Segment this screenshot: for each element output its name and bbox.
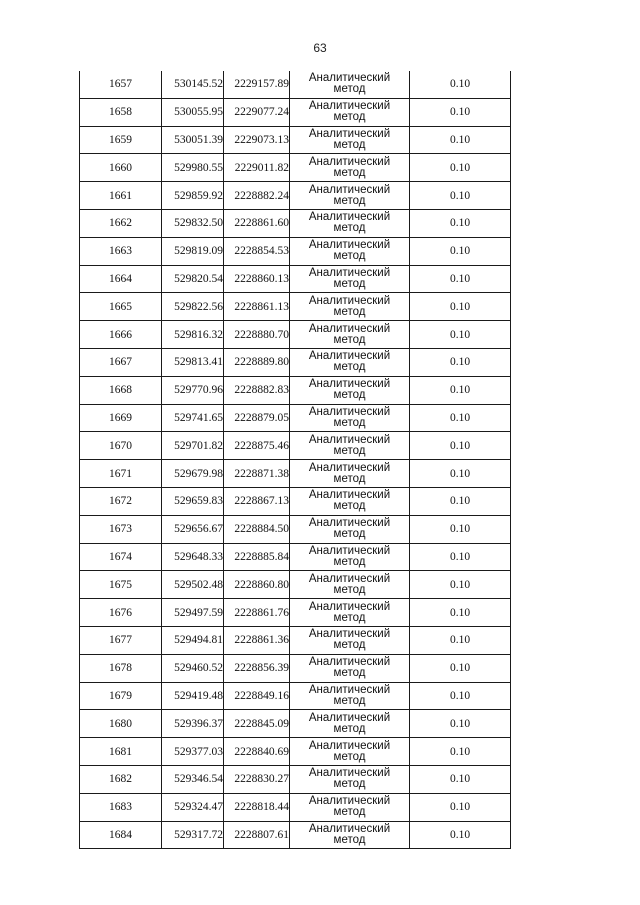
method-cell	[290, 404, 410, 432]
method-label-line1: Аналитический	[308, 572, 391, 585]
x-coordinate-cell: 529701.82	[162, 432, 224, 460]
accuracy-cell: 0.10	[410, 710, 511, 738]
x-coordinate-cell: 529832.50	[162, 209, 224, 237]
x-coordinate-cell: 529656.67	[162, 515, 224, 543]
y-coordinate-cell: 2228889.80	[224, 348, 290, 376]
y-coordinate-cell: 2228867.13	[224, 487, 290, 515]
method-label-line1: Аналитический	[308, 489, 391, 502]
method-label-line2: метод	[333, 333, 366, 346]
method-cell	[290, 321, 410, 349]
table-row	[80, 432, 511, 460]
method-cell	[290, 293, 410, 321]
method-label-line1: Аналитический	[308, 350, 391, 363]
method-label-line2: метод	[333, 111, 366, 124]
method-label-line1: Аналитический	[308, 600, 391, 613]
method-cell	[290, 460, 410, 488]
point-number-cell: 1669	[80, 404, 162, 432]
point-number-cell: 1666	[80, 321, 162, 349]
method-label-line1: Аналитический	[308, 461, 391, 474]
table-row	[80, 154, 511, 182]
method-label-line2: метод	[333, 361, 366, 374]
method-label-line2: метод	[333, 83, 366, 96]
method-cell	[290, 821, 410, 849]
y-coordinate-cell: 2228860.80	[224, 571, 290, 599]
method-label-line2: метод	[333, 667, 366, 680]
point-number-cell: 1683	[80, 793, 162, 821]
point-number-cell: 1661	[80, 182, 162, 210]
accuracy-cell: 0.10	[410, 98, 511, 126]
y-coordinate-cell: 2228861.60	[224, 209, 290, 237]
table-row	[80, 71, 511, 98]
table-row	[80, 321, 511, 349]
point-number-cell: 1678	[80, 654, 162, 682]
point-number-cell: 1676	[80, 599, 162, 627]
x-coordinate-cell: 529346.54	[162, 765, 224, 793]
table-row	[80, 654, 511, 682]
method-label-line2: метод	[333, 639, 366, 652]
accuracy-cell: 0.10	[410, 793, 511, 821]
x-coordinate-cell: 529813.41	[162, 348, 224, 376]
method-label-line2: метод	[333, 611, 366, 624]
method-label-line1: Аналитический	[308, 517, 391, 530]
method-cell	[290, 738, 410, 766]
accuracy-cell: 0.10	[410, 293, 511, 321]
method-cell	[290, 571, 410, 599]
point-number-cell: 1671	[80, 460, 162, 488]
table-row	[80, 599, 511, 627]
method-label-line2: метод	[333, 472, 366, 485]
method-cell	[290, 710, 410, 738]
method-cell	[290, 182, 410, 210]
x-coordinate-cell: 529820.54	[162, 265, 224, 293]
point-number-cell: 1675	[80, 571, 162, 599]
method-label-line2: метод	[333, 722, 366, 735]
x-coordinate-cell: 529816.32	[162, 321, 224, 349]
x-coordinate-cell: 529980.55	[162, 154, 224, 182]
method-label-line1: Аналитический	[308, 739, 391, 752]
method-label-line2: метод	[333, 833, 366, 846]
y-coordinate-cell: 2228818.44	[224, 793, 290, 821]
y-coordinate-cell: 2228884.50	[224, 515, 290, 543]
x-coordinate-cell: 529317.72	[162, 821, 224, 849]
accuracy-cell: 0.10	[410, 599, 511, 627]
method-cell	[290, 71, 410, 98]
method-cell	[290, 265, 410, 293]
point-number-cell: 1677	[80, 626, 162, 654]
method-label-line1: Аналитический	[308, 656, 391, 669]
table-row	[80, 821, 511, 849]
x-coordinate-cell: 529377.03	[162, 738, 224, 766]
point-number-cell: 1673	[80, 515, 162, 543]
method-label-line2: метод	[333, 500, 366, 513]
y-coordinate-cell: 2228830.27	[224, 765, 290, 793]
y-coordinate-cell: 2228880.70	[224, 321, 290, 349]
method-label-line1: Аналитический	[308, 239, 391, 252]
accuracy-cell: 0.10	[410, 543, 511, 571]
method-cell	[290, 765, 410, 793]
point-number-cell: 1680	[80, 710, 162, 738]
point-number-cell: 1657	[80, 71, 162, 98]
accuracy-cell: 0.10	[410, 738, 511, 766]
method-cell	[290, 682, 410, 710]
accuracy-cell: 0.10	[410, 515, 511, 543]
accuracy-cell: 0.10	[410, 265, 511, 293]
point-number-cell: 1667	[80, 348, 162, 376]
y-coordinate-cell: 2228845.09	[224, 710, 290, 738]
table-row	[80, 182, 511, 210]
method-label-line2: метод	[333, 555, 366, 568]
point-number-cell: 1663	[80, 237, 162, 265]
accuracy-cell: 0.10	[410, 765, 511, 793]
method-cell	[290, 793, 410, 821]
method-label-line1: Аналитический	[308, 822, 391, 835]
method-cell	[290, 487, 410, 515]
table-row	[80, 293, 511, 321]
accuracy-cell: 0.10	[410, 126, 511, 154]
y-coordinate-cell: 2228875.46	[224, 432, 290, 460]
point-number-cell: 1679	[80, 682, 162, 710]
y-coordinate-cell: 2228885.84	[224, 543, 290, 571]
x-coordinate-cell: 529460.52	[162, 654, 224, 682]
x-coordinate-cell: 529819.09	[162, 237, 224, 265]
x-coordinate-cell: 529679.98	[162, 460, 224, 488]
table-row	[80, 348, 511, 376]
method-label-line2: метод	[333, 806, 366, 819]
table-row	[80, 793, 511, 821]
method-label-line1: Аналитический	[308, 405, 391, 418]
y-coordinate-cell: 2228879.05	[224, 404, 290, 432]
method-label-line1: Аналитический	[308, 544, 391, 557]
method-label-line2: метод	[333, 583, 366, 596]
point-number-cell: 1660	[80, 154, 162, 182]
y-coordinate-cell: 2229077.24	[224, 98, 290, 126]
x-coordinate-cell: 529497.59	[162, 599, 224, 627]
point-number-cell: 1670	[80, 432, 162, 460]
accuracy-cell: 0.10	[410, 404, 511, 432]
y-coordinate-cell: 2229157.89	[224, 71, 290, 98]
x-coordinate-cell: 529822.56	[162, 293, 224, 321]
method-label-line2: метод	[333, 416, 366, 429]
method-label-line2: метод	[333, 778, 366, 791]
accuracy-cell: 0.10	[410, 321, 511, 349]
point-number-cell: 1664	[80, 265, 162, 293]
x-coordinate-cell: 529494.81	[162, 626, 224, 654]
method-label-line2: метод	[333, 138, 366, 151]
method-label-line1: Аналитический	[308, 628, 391, 641]
point-number-cell: 1658	[80, 98, 162, 126]
accuracy-cell: 0.10	[410, 71, 511, 98]
method-label-line1: Аналитический	[308, 127, 391, 140]
method-label-line1: Аналитический	[308, 767, 391, 780]
page-number: 63	[313, 41, 327, 55]
accuracy-cell: 0.10	[410, 237, 511, 265]
accuracy-cell: 0.10	[410, 348, 511, 376]
accuracy-cell: 0.10	[410, 376, 511, 404]
accuracy-cell: 0.10	[410, 821, 511, 849]
y-coordinate-cell: 2229073.13	[224, 126, 290, 154]
x-coordinate-cell: 529324.47	[162, 793, 224, 821]
table-row	[80, 710, 511, 738]
x-coordinate-cell: 529770.96	[162, 376, 224, 404]
y-coordinate-cell: 2228861.36	[224, 626, 290, 654]
method-label-line1: Аналитический	[308, 266, 391, 279]
y-coordinate-cell: 2228861.13	[224, 293, 290, 321]
accuracy-cell: 0.10	[410, 432, 511, 460]
method-cell	[290, 515, 410, 543]
y-coordinate-cell: 2228871.38	[224, 460, 290, 488]
method-cell	[290, 126, 410, 154]
table-row	[80, 626, 511, 654]
method-label-line1: Аналитический	[308, 294, 391, 307]
table-row	[80, 515, 511, 543]
table-row	[80, 265, 511, 293]
method-label-line2: метод	[333, 528, 366, 541]
method-cell	[290, 432, 410, 460]
accuracy-cell: 0.10	[410, 571, 511, 599]
method-label-line1: Аналитический	[308, 683, 391, 696]
table-row	[80, 682, 511, 710]
accuracy-cell: 0.10	[410, 154, 511, 182]
method-cell	[290, 348, 410, 376]
method-label-line1: Аналитический	[308, 711, 391, 724]
method-label-line2: метод	[333, 222, 366, 235]
method-label-line1: Аналитический	[308, 795, 391, 808]
coordinates-table-body	[80, 71, 511, 849]
point-number-cell: 1659	[80, 126, 162, 154]
point-number-cell: 1668	[80, 376, 162, 404]
table-row	[80, 738, 511, 766]
method-label-line1: Аналитический	[308, 322, 391, 335]
y-coordinate-cell: 2228861.76	[224, 599, 290, 627]
method-label-line1: Аналитический	[308, 100, 391, 113]
x-coordinate-cell: 529859.92	[162, 182, 224, 210]
coordinates-table	[79, 71, 511, 849]
point-number-cell: 1682	[80, 765, 162, 793]
accuracy-cell: 0.10	[410, 182, 511, 210]
accuracy-cell: 0.10	[410, 654, 511, 682]
table-row	[80, 487, 511, 515]
x-coordinate-cell: 529419.48	[162, 682, 224, 710]
accuracy-cell: 0.10	[410, 682, 511, 710]
x-coordinate-cell: 530051.39	[162, 126, 224, 154]
point-number-cell: 1672	[80, 487, 162, 515]
method-cell	[290, 376, 410, 404]
table-row	[80, 98, 511, 126]
table-row	[80, 237, 511, 265]
method-label-line2: метод	[333, 166, 366, 179]
method-label-line2: метод	[333, 250, 366, 263]
method-label-line1: Аналитический	[308, 155, 391, 168]
table-row	[80, 404, 511, 432]
method-label-line2: метод	[333, 389, 366, 402]
point-number-cell: 1674	[80, 543, 162, 571]
method-label-line2: метод	[333, 305, 366, 318]
x-coordinate-cell: 530145.52	[162, 71, 224, 98]
table-row	[80, 765, 511, 793]
point-number-cell: 1665	[80, 293, 162, 321]
table-row	[80, 126, 511, 154]
x-coordinate-cell: 529502.48	[162, 571, 224, 599]
y-coordinate-cell: 2228882.83	[224, 376, 290, 404]
accuracy-cell: 0.10	[410, 209, 511, 237]
accuracy-cell: 0.10	[410, 626, 511, 654]
method-label-line1: Аналитический	[308, 433, 391, 446]
table-row	[80, 571, 511, 599]
method-cell	[290, 543, 410, 571]
method-label-line2: метод	[333, 444, 366, 457]
x-coordinate-cell: 529741.65	[162, 404, 224, 432]
x-coordinate-cell: 529396.37	[162, 710, 224, 738]
method-label-line1: Аналитический	[308, 211, 391, 224]
x-coordinate-cell: 529659.83	[162, 487, 224, 515]
method-cell	[290, 209, 410, 237]
table-row	[80, 376, 511, 404]
y-coordinate-cell: 2228807.61	[224, 821, 290, 849]
method-cell	[290, 654, 410, 682]
accuracy-cell: 0.10	[410, 487, 511, 515]
y-coordinate-cell: 2228856.39	[224, 654, 290, 682]
y-coordinate-cell: 2228860.13	[224, 265, 290, 293]
method-label-line1: Аналитический	[308, 72, 391, 85]
method-cell	[290, 237, 410, 265]
table-row	[80, 209, 511, 237]
method-cell	[290, 626, 410, 654]
method-label-line1: Аналитический	[308, 378, 391, 391]
method-cell	[290, 98, 410, 126]
y-coordinate-cell: 2228882.24	[224, 182, 290, 210]
method-cell	[290, 154, 410, 182]
y-coordinate-cell: 2229011.82	[224, 154, 290, 182]
table-row	[80, 460, 511, 488]
y-coordinate-cell: 2228854.53	[224, 237, 290, 265]
x-coordinate-cell: 530055.95	[162, 98, 224, 126]
method-label-line2: метод	[333, 277, 366, 290]
x-coordinate-cell: 529648.33	[162, 543, 224, 571]
point-number-cell: 1662	[80, 209, 162, 237]
point-number-cell: 1684	[80, 821, 162, 849]
method-label-line2: метод	[333, 694, 366, 707]
method-label-line2: метод	[333, 750, 366, 763]
y-coordinate-cell: 2228849.16	[224, 682, 290, 710]
y-coordinate-cell: 2228840.69	[224, 738, 290, 766]
table-row	[80, 543, 511, 571]
point-number-cell: 1681	[80, 738, 162, 766]
method-label-line2: метод	[333, 194, 366, 207]
accuracy-cell: 0.10	[410, 460, 511, 488]
method-cell	[290, 599, 410, 627]
method-label-line1: Аналитический	[308, 183, 391, 196]
